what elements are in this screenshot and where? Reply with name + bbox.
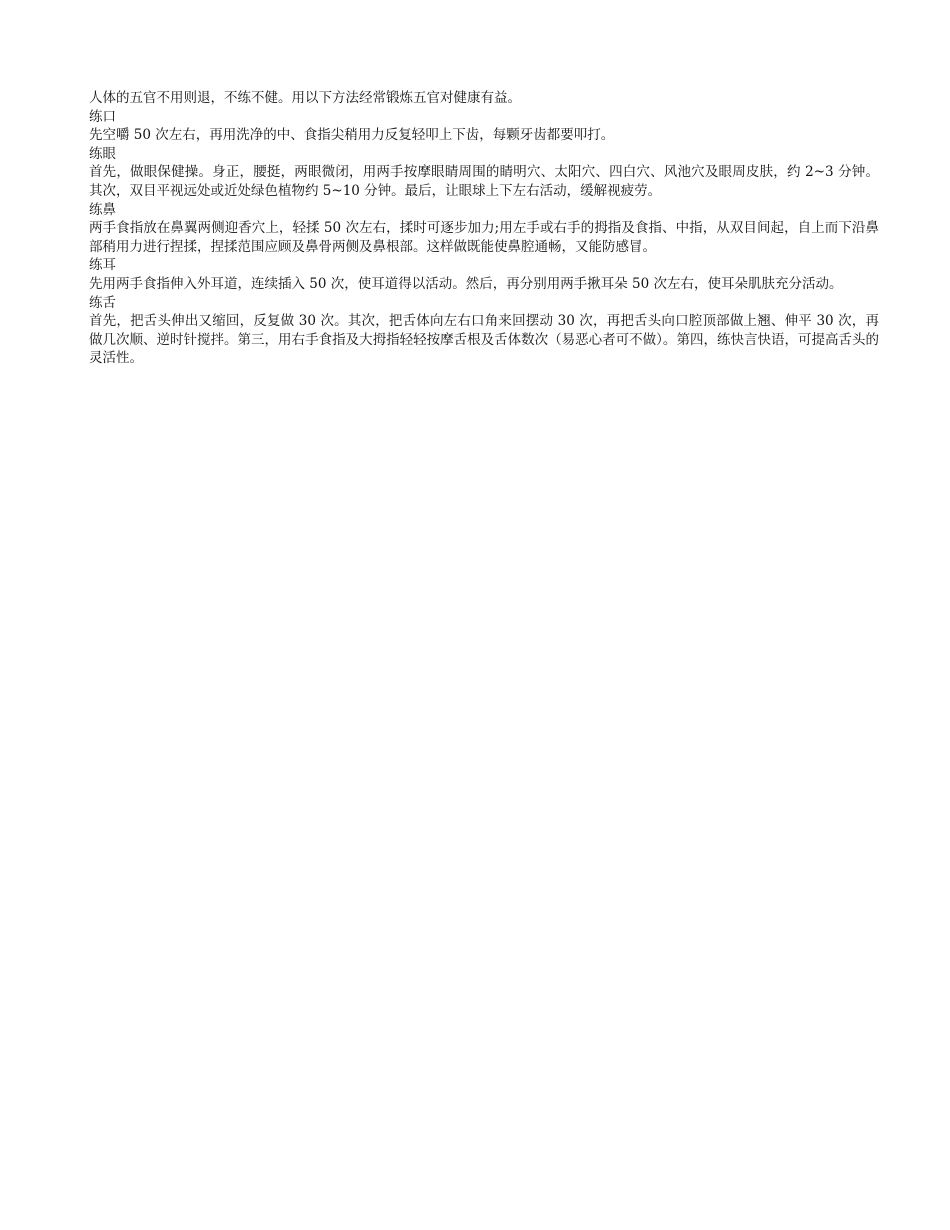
- section-heading: 练口: [89, 108, 116, 125]
- section-heading: 练眼: [89, 145, 116, 162]
- section-body: 首先，把舌头伸出又缩回，反复做 30 次。其次，把舌体向左右口角来回摆动 30 次，再把舌头向口腔顶部做上翘、伸平 30 次，再做几次顺、逆时针搅拌。第三，用右手食指及大拇指轻轻按摩舌根及舌体数次（易恶心者可不做）。第四，练快言快语，可提高舌头的灵活性。: [89, 313, 879, 367]
- section-heading: 练耳: [89, 257, 116, 274]
- section-eyes: [89, 145, 879, 201]
- section-mouth: [89, 108, 879, 145]
- section-ears: [89, 256, 879, 293]
- intro-paragraph: 人体的五官不用则退，不练不健。用以下方法经常锻炼五官对健康有益。: [89, 90, 521, 106]
- section-body: 首先，做眼保健操。身正，腰挺，两眼微闭，用两手按摩眼睛周围的睛明穴、太阳穴、四白穴、风池穴及眼周皮肤，约 2~3 分钟。其次，双目平视远处或近处绿色植物约 5~10 分钟。最后，让眼球上下左右活动，缓解视疲劳。: [89, 164, 879, 199]
- section-tongue: [89, 294, 879, 368]
- section-body: 先用两手食指伸入外耳道，连续插入 50 次，使耳道得以活动。然后，再分别用两手揪耳朵 50 次左右，使耳朵肌肤充分活动。: [89, 275, 843, 292]
- section-heading: 练鼻: [89, 201, 116, 218]
- section-body: 两手食指放在鼻翼两侧迎香穴上，轻揉 50 次左右，揉时可逐步加力;用左手或右手的拇指及食指、中指，从双目间起，自上而下沿鼻部稍用力进行捏揉，捏揉范围应顾及鼻骨两侧及鼻根部。这样做既能使鼻腔通畅，又能防感冒。: [89, 220, 879, 255]
- section-body: 先空嚼 50 次左右，再用洗净的中、食指尖稍用力反复轻叩上下齿，每颗牙齿都要叩打。: [89, 127, 615, 144]
- document-page: [89, 89, 879, 368]
- section-nose: [89, 201, 879, 257]
- section-heading: 练舌: [89, 294, 116, 311]
